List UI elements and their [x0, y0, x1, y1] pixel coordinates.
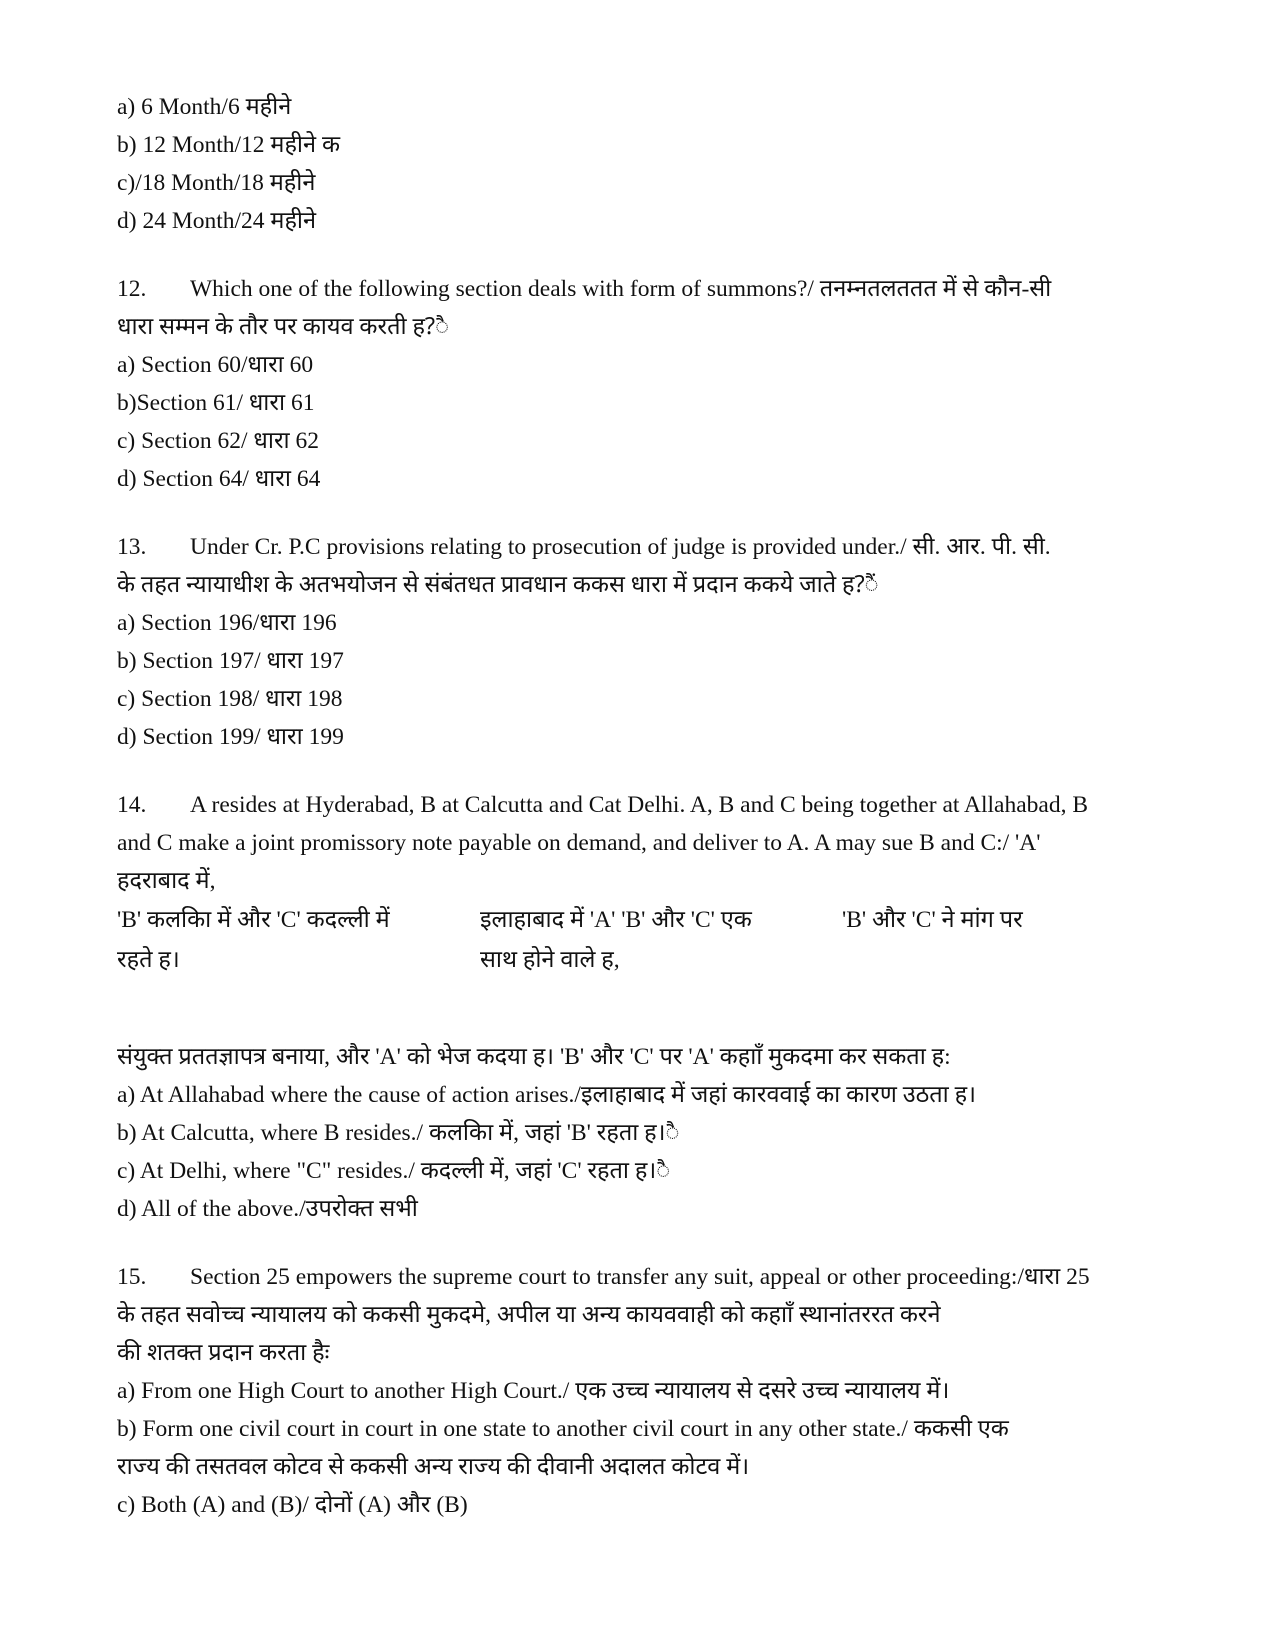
translation-column: इलाहाबाद में 'A' 'B' और 'C' एक साथ होने वाले ह, [480, 907, 752, 973]
question-number: 14. [117, 792, 147, 818]
option-b: b) Section 197/ धारा 197 [117, 648, 344, 674]
question-number: 12. [117, 276, 147, 302]
option-b: b) 12 Month/12 महीने क [117, 132, 340, 158]
option-d: d) 24 Month/24 महीने [117, 208, 317, 234]
option-a: a) At Allahabad where the cause of action arises./इलाहाबाद में जहां कारववाई का कारण उठता ह। [117, 1082, 976, 1108]
translation-column: 'B' कलकिा में और 'C' कदल्ली में रहते ह। [117, 907, 390, 973]
question-text-line: 15. Section 25 empowers the supreme court to transfer any suit, appeal or other proceeding:/धारा 25 [117, 1258, 1167, 1296]
question-12 [117, 270, 1167, 498]
translation-columns [117, 900, 1167, 980]
option-b: b) Form one civil court in court in one state to another civil court in any other state./ ककसी एक [117, 1416, 1009, 1442]
prev-question-options [117, 88, 1167, 240]
question-number: 13. [117, 534, 147, 560]
question-text-line: 12. Which one of the following section deals with form of summons?/ तनम्नतलततत में से कौन-सी [117, 270, 1167, 308]
question-text-line: धारा सम्मन के तौर पर कायव करती ह?ै [117, 314, 450, 340]
option-c: c) Both (A) and (B)/ दोनों (A) और (B) [117, 1492, 468, 1518]
question-text-line: के तहत न्यायाधीश के अतभयोजन से संबंतधत प्रावधान ककस धारा में प्रदान ककये जाते ह?ैं [117, 572, 879, 598]
question-text-line: के तहत सवोच्च न्यायालय को ककसी मुकदमे, अपील या अन्य कायववाही को कहााँ स्थानांतररत करने [117, 1302, 941, 1328]
option-a: a) Section 196/धारा 196 [117, 610, 337, 636]
question-text-line: 13. Under Cr. P.C provisions relating to prosecution of judge is provided under./ सी. आर. पी. सी. [117, 528, 1167, 566]
option-d: d) Section 64/ धारा 64 [117, 466, 321, 492]
question-text-line: 14. A resides at Hyderabad, B at Calcutta and Cat Delhi. A, B and C being together at Allahabad, B [117, 786, 1167, 824]
document-page [117, 88, 1167, 1524]
question-text-line: संयुक्त प्रततज्ञापत्र बनाया, और 'A' को भेज कदया ह। 'B' और 'C' पर 'A' कहााँ मुकदमा कर सकता ह: [117, 1044, 951, 1070]
translation-column: 'B' और 'C' ने मांग पर [842, 907, 1023, 933]
option-a: a) Section 60/धारा 60 [117, 352, 314, 378]
option-b-continued: राज्य की तसतवल कोटव से ककसी अन्य राज्य की दीवानी अदालत कोटव में। [117, 1454, 750, 1480]
option-b: b)Section 61/ धारा 61 [117, 390, 315, 416]
option-b: b) At Calcutta, where B resides./ कलकिा में, जहां 'B' रहता ह।ै [117, 1120, 680, 1146]
question-14 [117, 786, 1167, 1228]
option-a: a) 6 Month/6 महीने [117, 94, 292, 120]
option-d: d) All of the above./उपरोक्त सभी [117, 1196, 418, 1222]
option-c: c) Section 198/ धारा 198 [117, 686, 343, 712]
option-d: d) Section 199/ धारा 199 [117, 724, 344, 750]
option-c: c)/18 Month/18 महीने [117, 170, 316, 196]
option-c: c) Section 62/ धारा 62 [117, 428, 320, 454]
option-c: c) At Delhi, where "C" resides./ कदल्ली में, जहां 'C' रहता ह।ै [117, 1158, 671, 1184]
question-13 [117, 528, 1167, 756]
question-text-line: की शतक्त प्रदान करता हैः [117, 1340, 330, 1366]
question-text-line: and C make a joint promissory note payable on demand, and deliver to A. A may sue B and C:/ 'A' [117, 830, 1041, 856]
question-number: 15. [117, 1264, 147, 1290]
question-15 [117, 1258, 1167, 1524]
question-text-line: हदराबाद में, [117, 868, 216, 894]
option-a: a) From one High Court to another High Court./ एक उच्च न्यायालय से दसरे उच्च न्यायालय में। [117, 1378, 950, 1404]
